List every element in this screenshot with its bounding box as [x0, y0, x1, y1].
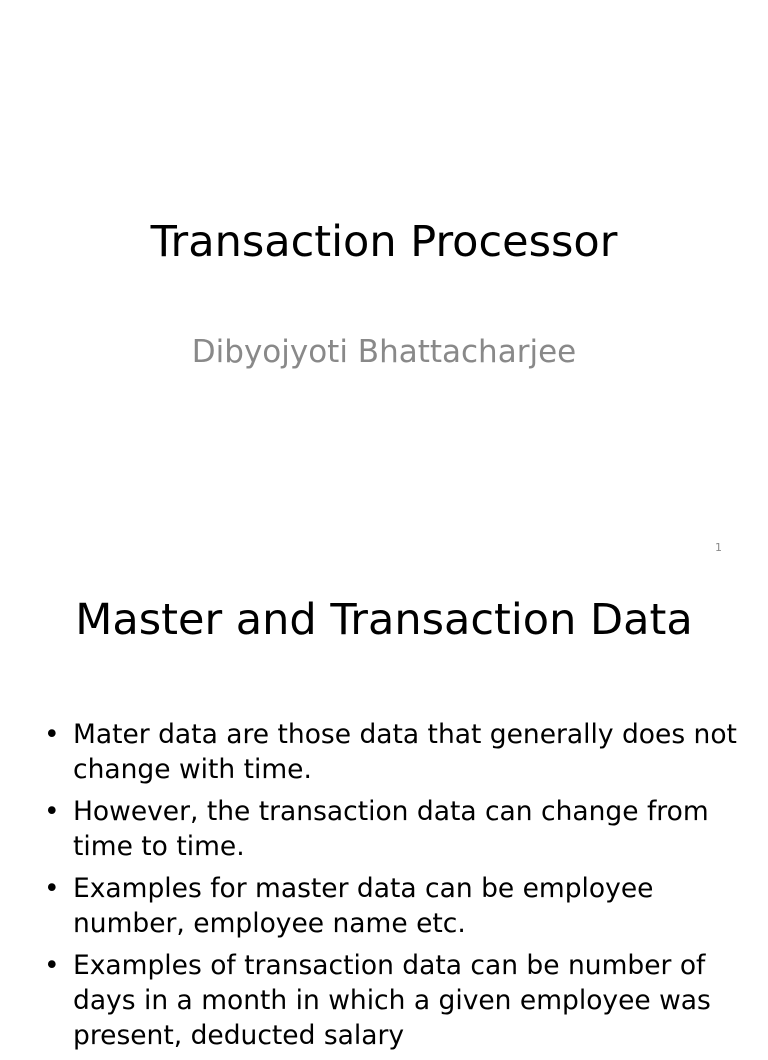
bullet-text: Examples of transaction data can be number of days in a month in which a given employee was present, deducted salary	[73, 950, 711, 1051]
slide-subtitle-author: Dibyojyoti Bhattacharjee	[191, 334, 577, 370]
bullet-dot-icon: •	[44, 719, 60, 750]
bullet-item	[40, 794, 740, 864]
bullet-text: Examples for master data can be employee number, employee name etc.	[73, 873, 654, 939]
slide-2	[0, 576, 768, 1051]
bullet-item	[40, 871, 740, 941]
bullet-item	[40, 948, 740, 1053]
slide-title: Transaction Processor	[150, 217, 618, 267]
bullet-dot-icon: •	[44, 796, 60, 827]
slide-number: 1	[715, 541, 722, 554]
bullet-dot-icon: •	[44, 950, 60, 981]
bullet-dot-icon: •	[44, 873, 60, 904]
bullet-list	[40, 717, 740, 1060]
bullet-item	[40, 717, 740, 787]
bullet-text: Mater data are those data that generally does not change with time.	[73, 719, 737, 785]
bullet-text: However, the transaction data can change from time to time.	[73, 796, 709, 862]
slide-title: Master and Transaction Data	[75, 595, 693, 645]
